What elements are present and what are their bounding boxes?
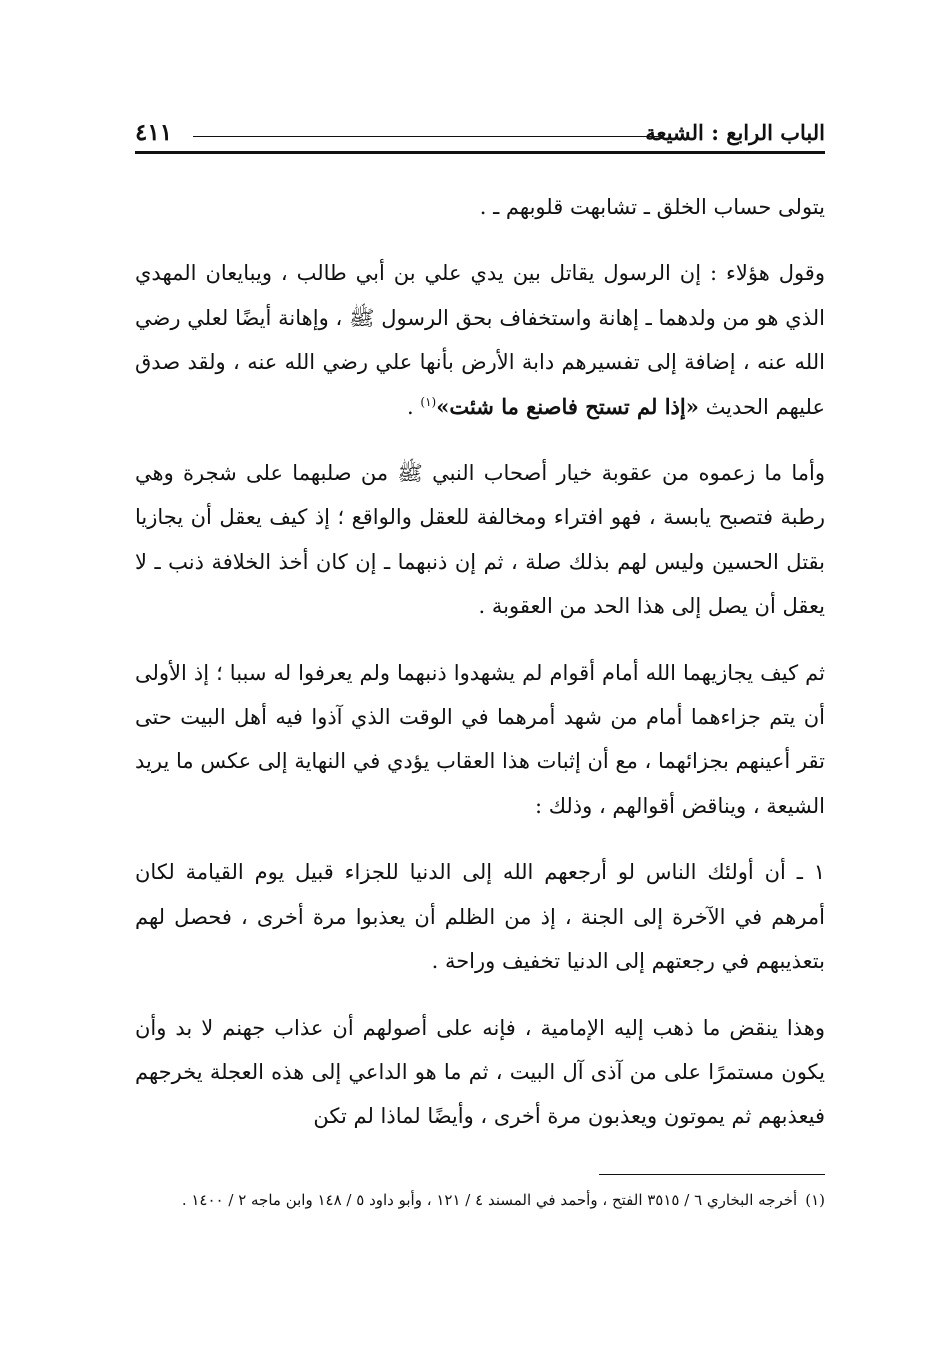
header-leader-line [193,136,659,137]
paragraph-4: ثم كيف يجازيهما الله أمام أقوام لم يشهدوا ذنبهما ولم يعرفوا له سببا ؛ إذ الأولى أن يتم جزاءهما أمام من شهد أمرهما في الوقت الذي آذوا فيه أهل البيت حتى تقر أعينهم بجزائهما ، مع أن إثبات هذا العقاب يؤدي في النهاية إلى عكس ما يريد الشيعة ، ويناقض أقوالهم ، وذلك : [135,660,825,818]
paragraph-2 [135,251,825,429]
footnote-text: أخرجه البخاري ٦ / ٣٥١٥ الفتح ، وأحمد في المسند ٤ / ١٢١ ، وأبو داود ٥ / ١٤٨ وابن ماجه ٢ / ١٤٠٠ . [181,1191,798,1209]
footnote-separator [599,1174,825,1175]
header-rule [135,151,825,154]
running-head: الباب الرابع : الشيعة [645,120,825,145]
paragraph-5: ١ ـ أن أولئك الناس لو أرجعهم الله إلى الدنيا للجزاء قبيل يوم القيامة لكان أمرهم في الآخرة إلى الجنة ، إذ من الظلم أن يعذبوا مرة أخرى ، فحصل لهم بتعذيبهم في رجعتهم إلى الدنيا تخفيف وراحة . [135,860,825,974]
footnote-reference: (١) [420,394,437,409]
paragraph-6: وهذا ينقض ما ذهب إليه الإمامية ، فإنه على أصولهم أن عذاب جهنم لا بد وأن يكون مستمرًا على من آذى آل البيت ، ثم ما هو الداعي إلى هذه العجلة يخرجهم فيعذبهم ثم يموتون ويعذبون مرة أخرى ، وأيضًا لماذا لم تكن [135,1015,825,1129]
footnotes [135,1186,825,1214]
page-header [135,118,825,152]
main-text [135,185,825,1161]
paragraph-3: وأما ما زعموه من عقوبة خيار أصحاب النبي ﷺ من صلبهما على شجرة وهي رطبة فتصبح يابسة ، فهو افتراء ومخالفة للعقل والواقع ؛ إذ كيف يعقل أن يجازيا بقتل الحسين وليس لهم بذلك صلة ، ثم إن ذنبهما ـ إن كان أخذ الخلافة ذنب ـ لا يعقل أن يصل إلى هذا الحد من العقوبة . [135,461,825,619]
footnote-1 [135,1186,825,1214]
footnote-marker: (١) [805,1191,825,1209]
hadith-quote: «إذا لم تستح فاصنع ما شئت» [436,393,699,419]
paragraph-1: يتولى حساب الخلق ـ تشابهت قلوبهم ـ . [479,195,825,219]
quote-end: . [407,394,421,419]
page-number: ٤١١ [135,119,173,146]
paragraph-2-text: وقول هؤلاء : إن الرسول يقاتل بين يدي علي بن أبي طالب ، ويبايعان المهدي الذي هو من ولدهما ـ إهانة واستخفاف بحق الرسول ﷺ ، وإهانة أيضًا لعلي رضي الله عنه ، إضافة إلى تفسيرهم دابة الأرض بأنها علي رضي الله عنه ، ولقد صدق عليهم الحديث [135,261,825,419]
